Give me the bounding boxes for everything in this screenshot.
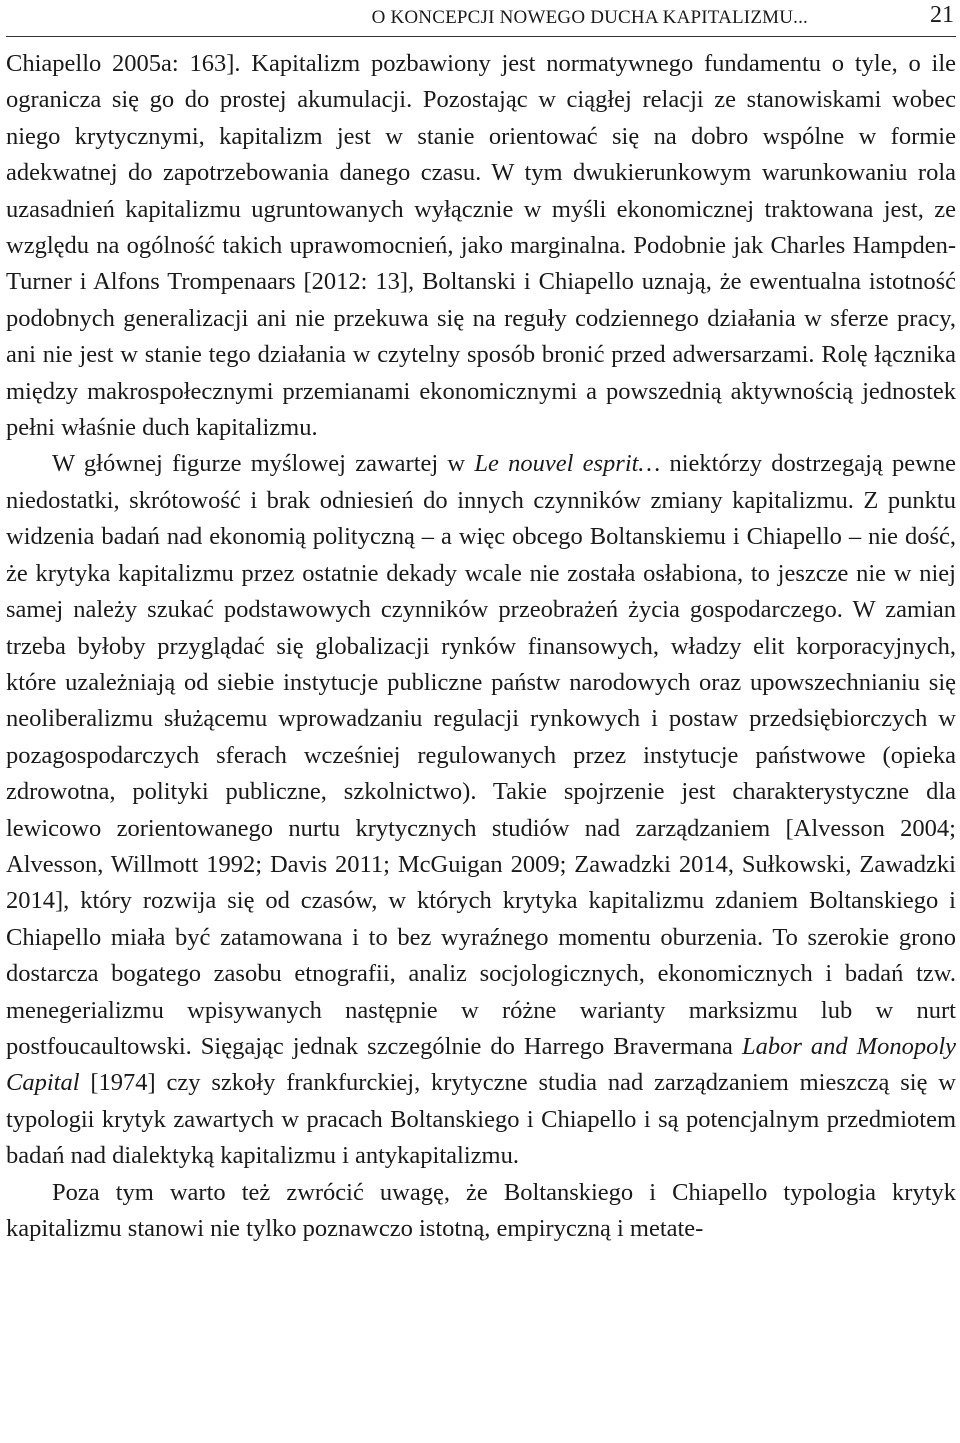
page-number: 21 [930,2,954,28]
book-page [6,0,956,1443]
book-title-le-nouvel-esprit: Le nouvel esprit… [474,450,661,478]
running-title: O KONCEPCJI NOWEGO DUCHA KAPITALIZMU... [371,7,808,28]
paragraph-3 [6,1175,956,1248]
paragraph-2-text-c: [1974] czy szkoły frankfurckiej, krytyczne studia nad zarządzaniem mieszczą się w typologii krytyk zawartych w pracach Boltanskiego i Chiapello i są potencjalnym przedmiotem badań nad dialektyką kapitalizmu i antykapitalizmu. [6,1069,956,1170]
paragraph-1-text: Chiapello 2005a: 163]. Kapitalizm pozbawiony jest normatywnego fundamentu o tyle, o ile ogranicza się go do prostej akumulacji. Pozostając w ciągłej relacji ze stanowiskami wobec niego krytycznymi, kapitalizm jest w stanie orientować się na dobro wspólne w formie adekwatnej do zapotrzebowania danego czasu. W tym dwukierunkowym warunkowaniu rola uzasadnień kapitalizmu ugruntowanych wyłącznie w myśli ekonomicznej traktowana jest, ze względu na ogólność takich uprawomocnień, jako marginalna. Podobnie jak Charles Hampden-Turner i Alfons Trompenaars [2012: 13], Boltanski i Chiapello uznają, że ewentualna istotność podobnych generalizacji ani nie przekuwa się na reguły codziennego działania w sferze pracy, ani nie jest w stanie tego działania w czytelny sposób bronić przed adwersarzami. Rolę łącznika między makrospołecznymi przemianami ekonomicznymi a powszednią aktywnością jednostek pełni właśnie duch kapitalizmu. [6,50,956,442]
paragraph-2-text-a: W głównej figurze myślowej zawartej w [52,450,475,478]
running-header [6,0,956,37]
body-text [6,46,956,1247]
paragraph-2 [6,446,956,1174]
book-title-labor-and-monopoly-capital: Labor and Monopoly Capital [6,1032,956,1097]
paragraph-3-text: Poza tym warto też zwrócić uwagę, że Boltanskiego i Chiapello typologia krytyk kapitalizmu stanowi nie tylko poznawczo istotną, empiryczną i metate- [6,1178,956,1242]
paragraph-1 [6,46,956,446]
paragraph-2-text-b: niektórzy dostrzegają pewne niedostatki, skrótowość i brak odniesień do innych czynników zmiany kapitalizmu. Z punktu widzenia badań nad ekonomią polityczną – a więc obcego Boltanskiemu i Chiapello – nie dość, że krytyka kapitalizmu przez ostatnie dekady wcale nie została osłabiona, to jeszcze nie w niej samej należy szukać podstawowych czynników przeobrażeń życia gospodarczego. W zamian trzeba byłoby przyglądać się globalizacji rynków finansowych, władzy elit korporacyjnych, które uzależniają od siebie instytucje publiczne państw narodowych oraz upowszechnianiu się neoliberalizmu służącemu wprowadzaniu regulacji rynkowych i postaw przedsiębiorczych w pozagospodarczych sferach wcześniej regulowanych przez instytucje państwowe (opieka zdrowotna, polityki publiczne, szkolnictwo). Takie spojrzenie jest charakterystyczne dla lewicowo zorientowanego nurtu krytycznych studiów nad zarządzaniem [Alvesson 2004; Alvesson, Willmott 1992; Davis 2011; McGuigan 2009; Zawadzki 2014, Sułkowski, Zawadzki 2014], który rozwija się od czasów, w których krytyka kapitalizmu zdaniem Boltanskiego i Chiapello miała być zatamowana i to bez wyraźnego momentu oburzenia. To szerokie grono dostarcza bogatego zasobu etnografii, analiz socjologicznych, ekonomicznych i badań tzw. menegerializmu wpisywanych następnie w różne warianty marksizmu lub w nurt postfoucaultowski. Sięgając jednak szczególnie do Harrego Bravermana [6,450,956,1060]
